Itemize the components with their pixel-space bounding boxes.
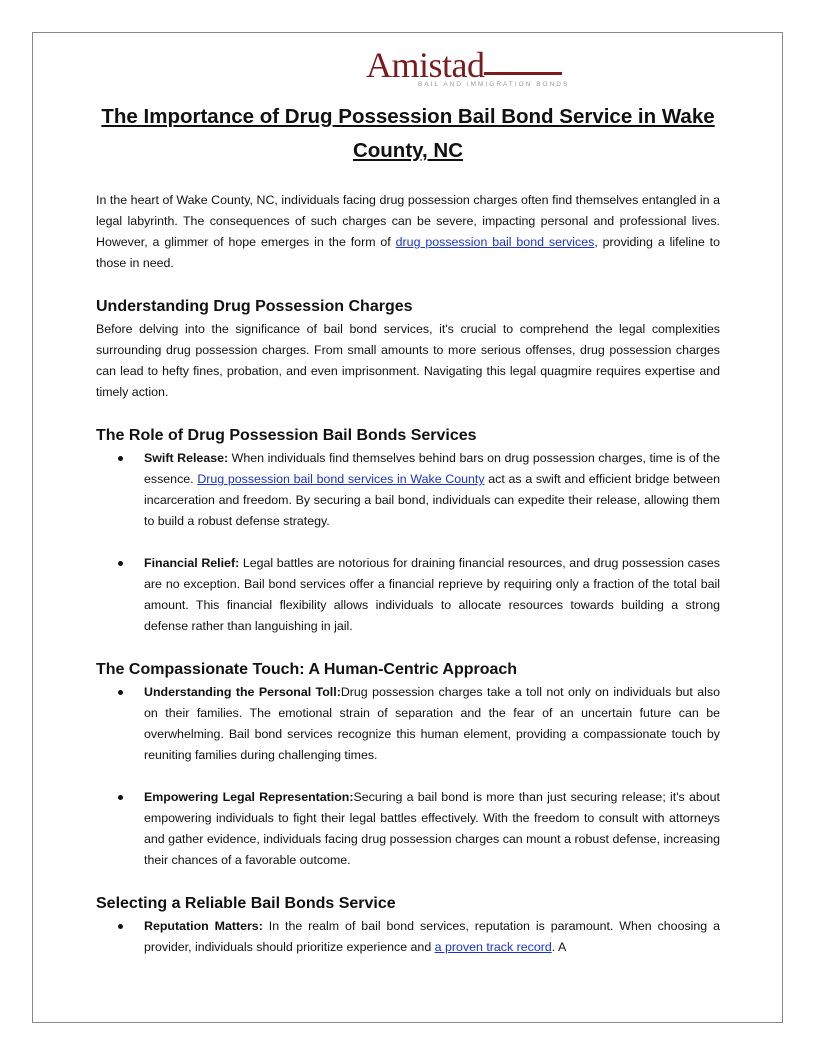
intro-text-end: , providing a lifeline to those in need. (96, 235, 720, 270)
proven-track-record-link[interactable]: a proven track record (434, 940, 552, 954)
section-role-of-bail-bonds (96, 425, 720, 637)
intro-paragraph (96, 190, 720, 274)
bullet-list (96, 448, 720, 637)
item-text: When individuals find themselves behind bars on drug possession charges, time is of the essence. (144, 451, 720, 486)
item-text-end: act as a swift and efficient bridge between incarceration and freedom. By securing a bail bond, individuals can expedite their release, allowing them to build a robust defense strategy. (144, 472, 720, 528)
bullet-icon (118, 690, 123, 695)
section-heading: Understanding Drug Possession Charges (96, 298, 413, 315)
logo-rule (484, 72, 562, 75)
bullet-icon (118, 924, 123, 929)
bullet-icon (118, 561, 123, 566)
document-content (96, 100, 720, 958)
section-selecting-service (96, 893, 720, 958)
drug-possession-bail-bond-services-link[interactable]: drug possession bail bond services (395, 235, 595, 249)
item-label: Reputation Matters: (144, 919, 263, 933)
bullet-list (96, 916, 720, 958)
intro-text: In the heart of Wake County, NC, individuals facing drug possession charges often find themselves entangled in a legal labyrinth. The consequences of such charges can be severe, impacting personal and professional lives. However, a glimmer of hope emerges in the form of (96, 193, 720, 249)
item-text: Drug possession charges take a toll not only on individuals but also on their families. The emotional strain of separation and the fear of an uncertain future can be overwhelming. Bail bond services recognize this human element, providing a compassionate touch by reuniting families during challenging times. (144, 685, 721, 762)
section-heading: The Compassionate Touch: A Human-Centric Approach (96, 661, 518, 678)
list-item (96, 916, 720, 958)
list-item (96, 682, 720, 766)
item-label: Understanding the Personal Toll: (144, 685, 341, 699)
list-item (96, 553, 720, 637)
wake-county-bail-bond-services-link[interactable]: Drug possession bail bond services in Wake County (197, 472, 485, 486)
bullet-icon (118, 795, 123, 800)
amistad-logo (366, 45, 570, 92)
section-understanding-charges (96, 296, 720, 403)
list-item (96, 448, 720, 532)
section-heading: The Role of Drug Possession Bail Bonds Services (96, 427, 477, 444)
item-text: Legal battles are notorious for draining financial resources, and drug possession cases are no exception. Bail bond services offer a financial reprieve by requiring only a fraction of the total bail amount. This financial flexibility allows individuals to allocate resources towards building a strong defense rather than languishing in jail. (144, 556, 720, 633)
item-text: In the realm of bail bond services, reputation is paramount. When choosing a provider, individuals should prioritize experience and (144, 919, 720, 954)
logo-tagline: BAIL AND IMMIGRATION BONDS (418, 81, 570, 88)
item-label: Empowering Legal Representation: (144, 790, 354, 804)
item-label: Swift Release: (144, 451, 229, 465)
page-title: The Importance of Drug Possession Bail Bond Service in Wake County, NC (101, 105, 715, 162)
bullet-list (96, 682, 720, 871)
item-text-end: . A (551, 940, 567, 954)
section-compassionate-touch (96, 659, 720, 871)
item-label: Financial Relief: (144, 556, 240, 570)
bullet-icon (118, 456, 123, 461)
item-text: Securing a bail bond is more than just securing release; it's about empowering individuals to fight their legal battles effectively. With the freedom to consult with attorneys and gather evidence, individuals facing drug possession charges can mount a robust defense, increasing their chances of a favorable outcome. (144, 790, 720, 867)
section-heading: Selecting a Reliable Bail Bonds Service (96, 895, 396, 912)
section-paragraph: Before delving into the significance of bail bond services, it's crucial to comprehend the legal complexities surrounding drug possession charges. From small amounts to more serious offenses, drug possession charges can lead to hefty fines, probation, and even imprisonment. Navigating this legal quagmire requires expertise and timely action. (96, 322, 720, 399)
logo-wordmark: Amistad (366, 45, 485, 85)
list-item (96, 787, 720, 871)
